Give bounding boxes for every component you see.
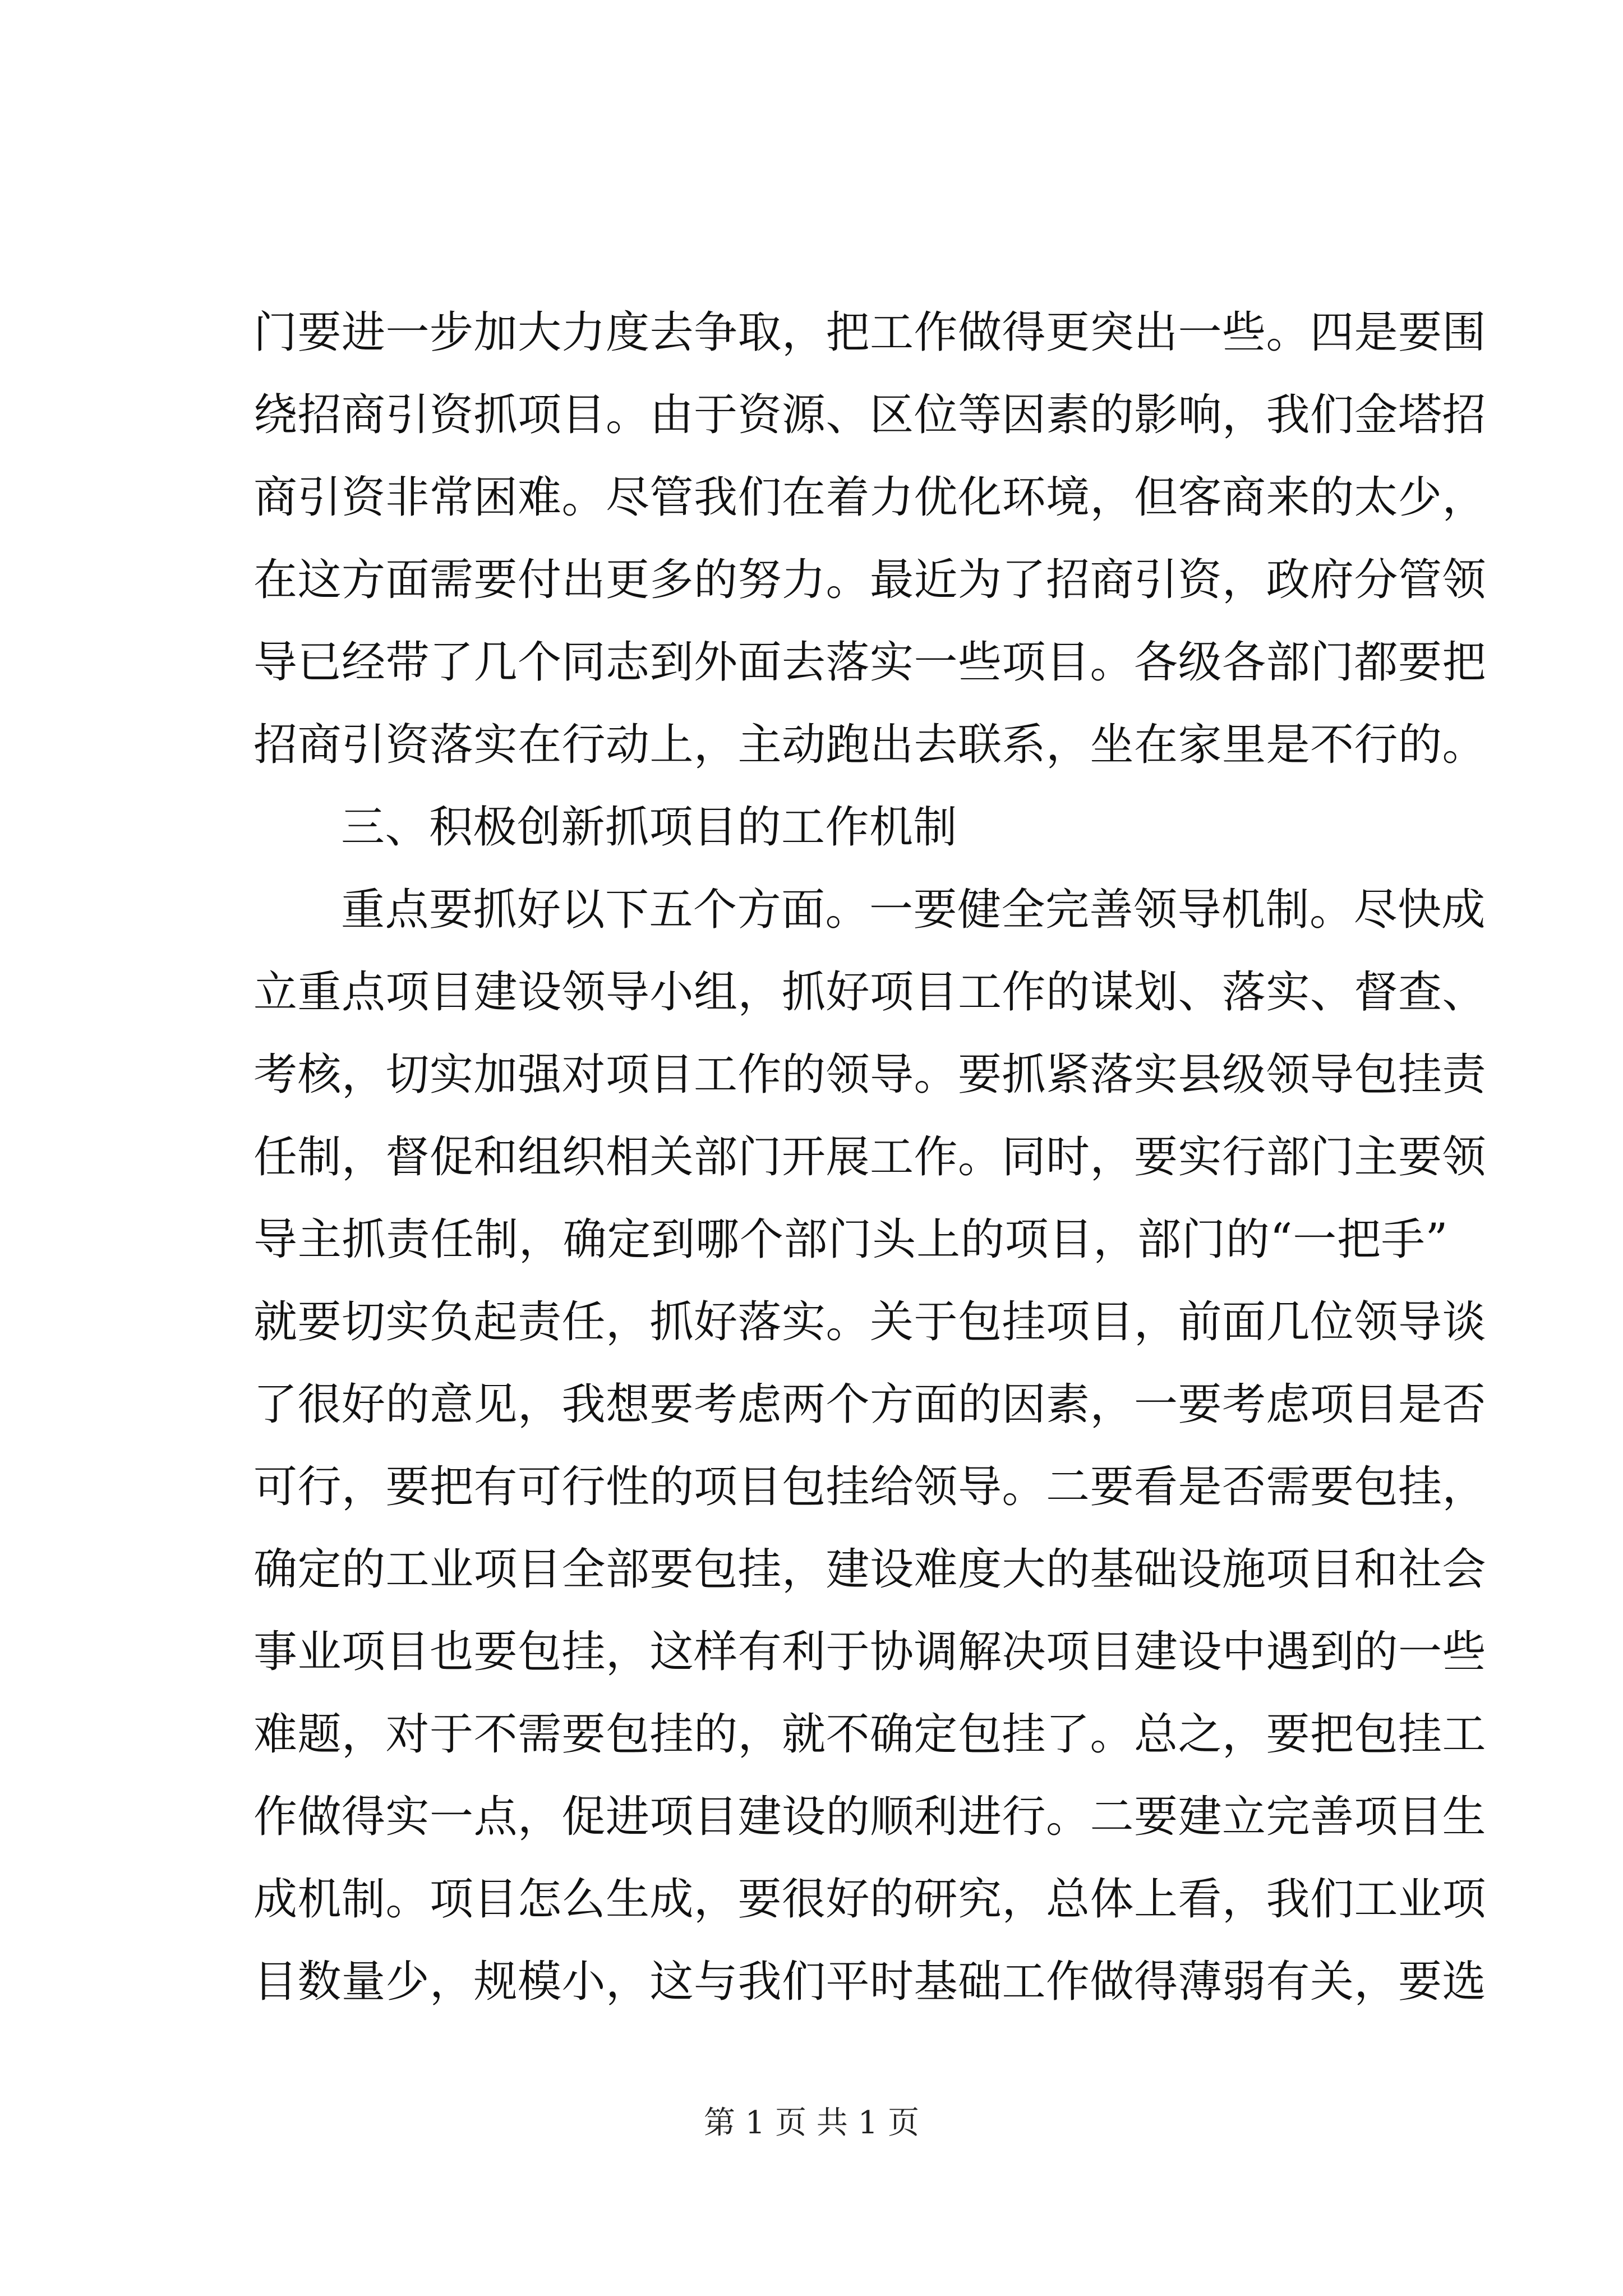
text-line: 任制，督促和组织相关部门开展工作。同时，要实行部门主要领	[253, 1132, 1487, 1182]
text-line: 成机制。项目怎么生成，要很好的研究，总体上看，我们工业项	[253, 1874, 1487, 1925]
text-line: 确定的工业项目全部要包挂，建设难度大的基础设施项目和社会	[253, 1544, 1487, 1595]
text-line: 立重点项目建设领导小组，抓好项目工作的谋划、落实、督查、	[253, 967, 1487, 1018]
section-heading: 三、积极创新抓项目的工作机制	[341, 802, 958, 853]
text-line: 重点要抓好以下五个方面。一要健全完善领导机制。尽快成	[341, 885, 1486, 935]
text-line: 考核，切实加强对项目工作的领导。要抓紧落实县级领导包挂责	[253, 1050, 1487, 1100]
text-line: 导主抓责任制，确定到哪个部门头上的项目，部门的“一把手”	[253, 1214, 1448, 1265]
text-line: 在这方面需要付出更多的努力。最近为了招商引资，政府分管领	[253, 555, 1487, 605]
text-line: 商引资非常困难。尽管我们在着力优化环境，但客商来的太少，	[253, 472, 1487, 523]
text-line: 就要切实负起责任，抓好落实。关于包挂项目，前面几位领导谈	[253, 1297, 1487, 1347]
text-line: 目数量少，规模小，这与我们平时基础工作做得薄弱有关，要选	[253, 1957, 1487, 2007]
text-line: 招商引资落实在行动上，主动跑出去联系，坐在家里是不行的。	[253, 720, 1487, 770]
page-footer: 第 1 页 共 1 页	[703, 2105, 920, 2141]
text-line: 门要进一步加大力度去争取，把工作做得更突出一些。四是要围	[253, 307, 1487, 358]
text-line: 导已经带了几个同志到外面去落实一些项目。各级各部门都要把	[253, 637, 1487, 688]
text-line: 作做得实一点，促进项目建设的顺利进行。二要建立完善项目生	[253, 1792, 1487, 1842]
text-line: 绕招商引资抓项目。由于资源、区位等因素的影响，我们金塔招	[253, 390, 1487, 440]
text-line: 难题，对于不需要包挂的，就不确定包挂了。总之，要把包挂工	[253, 1709, 1487, 1760]
text-line: 事业项目也要包挂，这样有利于协调解决项目建设中遇到的一些	[253, 1627, 1487, 1677]
text-line: 可行，要把有可行性的项目包挂给领导。二要看是否需要包挂，	[253, 1462, 1487, 1512]
text-line: 了很好的意见，我想要考虑两个方面的因素，一要考虑项目是否	[253, 1379, 1487, 1430]
body-text	[253, 292, 1487, 2023]
